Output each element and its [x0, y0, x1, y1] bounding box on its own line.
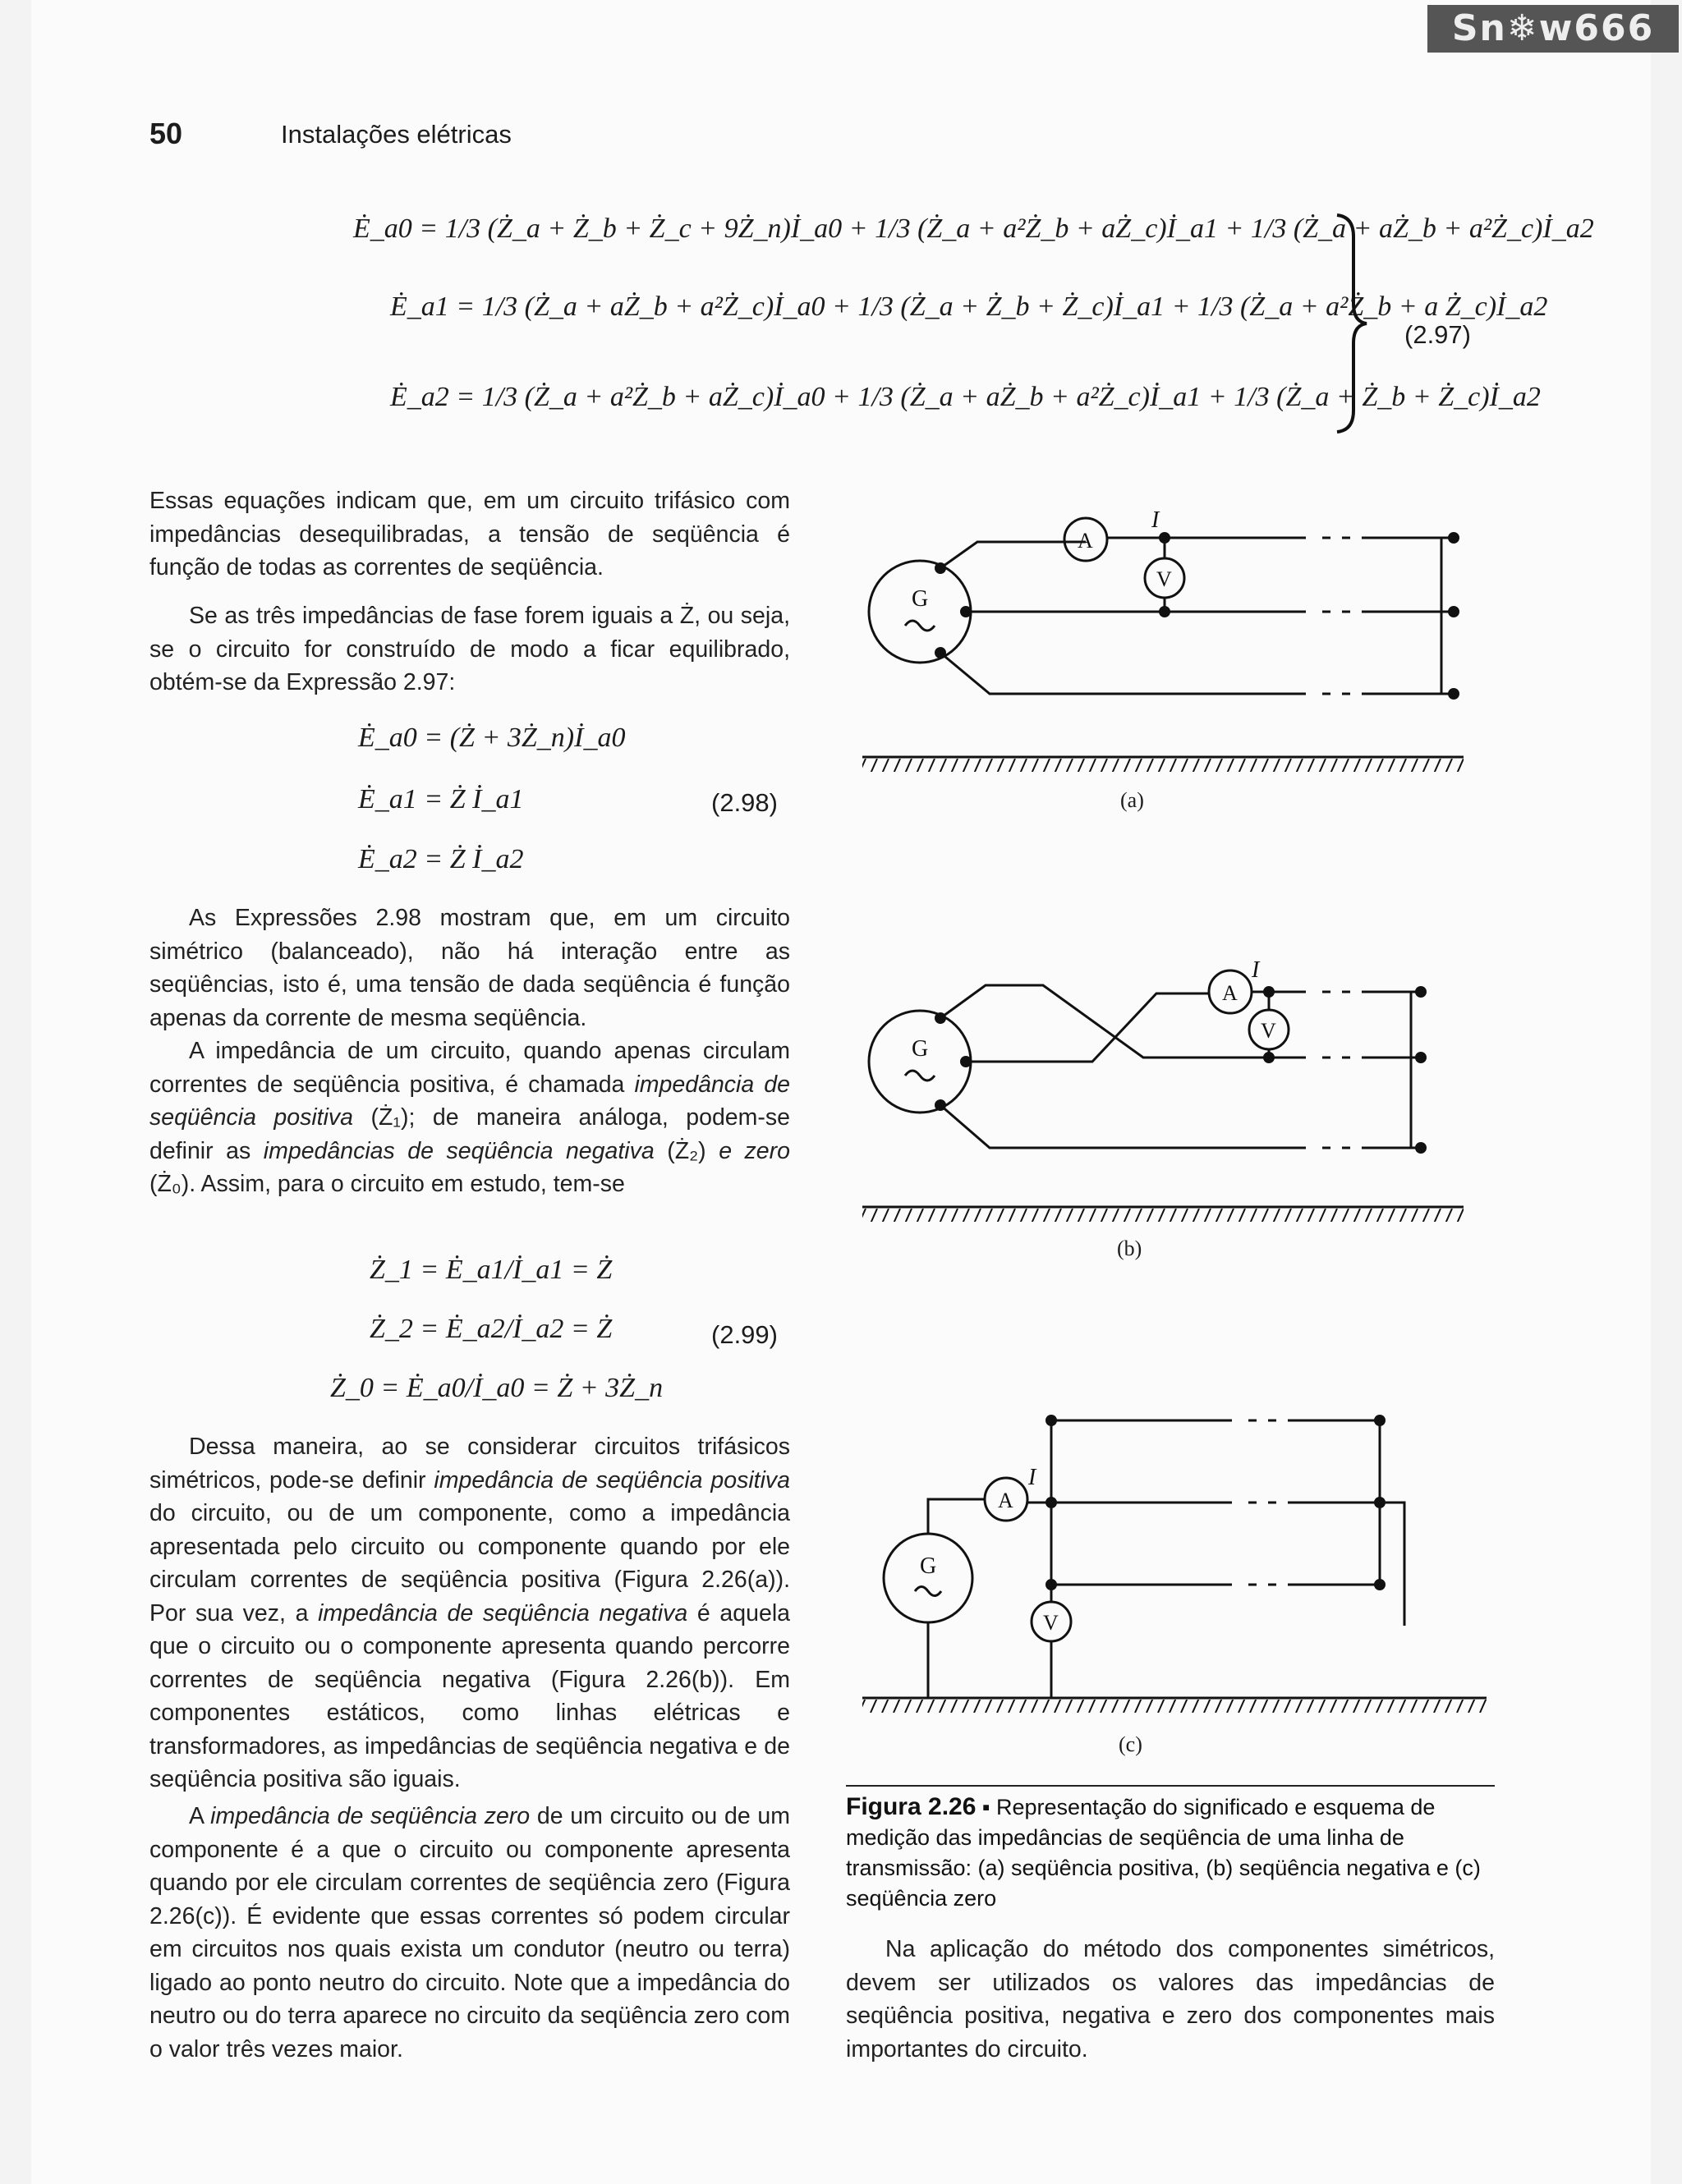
generator-label: G	[920, 1553, 937, 1579]
caption-bullet: ▪	[981, 1795, 990, 1819]
equation-number: (2.98)	[711, 788, 778, 817]
paragraph	[149, 484, 790, 585]
ground-hatch	[862, 1700, 1487, 1713]
current-label: I	[1252, 957, 1260, 983]
ground-hatch	[862, 1209, 1464, 1222]
panel-b-circuit	[862, 957, 1464, 1222]
caption-text: Representação do significado e esquema de medição das impedâncias de seqüência de uma linha de transmissão: (a) seqüência positiva, (b) seqüência negativa e (c) seqüência zero	[846, 1795, 1481, 1911]
equation-number: (2.97)	[1404, 320, 1471, 349]
voltmeter-label: V	[1156, 567, 1172, 591]
generator-label: G	[912, 1036, 929, 1062]
equation-line: Ė_a2 = 1/3 (Ż_a + a²Ż_b + aŻ_c)İ_a0 + 1/3 (Ż_a + aŻ_b + a²Ż_c)İ_a1 + 1/3 (Ż_a + Ż_b + Ż_c)İ_a2	[390, 382, 1541, 412]
panel-label-c: (c)	[1119, 1732, 1142, 1756]
paragraph-text: A impedância de seqüência zero de um circuito ou de um componente é a que o circuito ou componente apresenta quando por ele circulam correntes de seqüência zero (Figura 2.26(c)). É evidente que essas correntes só podem circular em circuitos nos quais exista um condutor (neutro ou terra) ligado ao ponto neutro do circuito. Note que a impedância do neutro ou do terra aparece no circuito da seqüência zero com o valor três vezes maior.	[149, 1803, 790, 2062]
paragraph-text: Dessa maneira, ao se considerar circuitos trifásicos simétricos, pode-se definir impedância de seqüência positiva do circuito, ou de um componente, como a impedância apresentada pelo circuito ou componente quando por ele circulam correntes de seqüência positiva (Figura 2.26(a)). Por sua vez, a impedância de seqüência negativa é aquela que o circuito ou o componente apresenta quando percorre correntes de seqüência negativa (Figura 2.26(b)). Em componentes estáticos, como linhas elétricas e transformadores, as impedâncias de seqüência negativa e de seqüência positiva são iguais.	[149, 1434, 790, 1792]
equation-number: (2.99)	[711, 1320, 778, 1349]
equation-line: Ė_a1 = 1/3 (Ż_a + aŻ_b + a²Ż_c)İ_a0 + 1/3 (Ż_a + Ż_b + Ż_c)İ_a1 + 1/3 (Ż_a + a²Ż_b + a Ż_c)İ_a2	[390, 291, 1548, 322]
paragraph-text: Essas equações indicam que, em um circuito trifásico com impedâncias desequilibradas, a tensão de seqüência é função de todas as correntes de seqüência.	[149, 488, 790, 580]
paragraph	[149, 599, 790, 700]
equation-line: Ż_1 = Ė_a1/İ_a1 = Ż	[370, 1255, 613, 1285]
panel-label-a: (a)	[1120, 788, 1144, 812]
ammeter-label: A	[1222, 981, 1238, 1005]
paragraph-text: Na aplicação do método dos componentes simétricos, devem ser utilizados os valores das impedâncias de seqüência positiva, negativa e zero dos componentes mais importantes do circuito.	[846, 1936, 1495, 2062]
paragraph-text: Se as três impedâncias de fase forem iguais a Ż, ou seja, se o circuito for construído de modo a ficar equilibrado, obtém-se da Expressão 2.97:	[149, 603, 790, 695]
paragraph	[149, 1035, 790, 1201]
generator-label: G	[912, 586, 929, 612]
equation-line: Ė_a0 = 1/3 (Ż_a + Ż_b + Ż_c + 9Ż_n)İ_a0 + 1/3 (Ż_a + a²Ż_b + aŻ_c)İ_a1 + 1/3 (Ż_a + aŻ_b + a²Ż_c)İ_a2	[353, 213, 1594, 244]
paragraph-text: As Expressões 2.98 mostram que, em um circuito simétrico (balanceado), não há interação entre as seqüências, isto é, uma tensão de dada seqüência é função apenas da corrente de mesma seqüência.	[149, 905, 790, 1031]
ground-hatch	[862, 759, 1464, 772]
ammeter-label: A	[998, 1489, 1013, 1512]
watermark-logo: Sn❄w666	[1427, 5, 1679, 53]
generator-symbol	[869, 1011, 971, 1113]
current-label: I	[1151, 507, 1160, 533]
paragraph	[149, 902, 790, 1035]
panel-a-circuit	[862, 507, 1464, 772]
caption-rule	[846, 1785, 1495, 1787]
panel-c-circuit	[862, 1415, 1487, 1713]
paragraph	[149, 1430, 790, 1796]
ammeter-label: A	[1078, 529, 1093, 553]
running-title: Instalações elétricas	[281, 120, 512, 149]
right-brace	[1330, 212, 1372, 435]
generator-symbol	[869, 561, 971, 663]
paragraph-text: A impedância de um circuito, quando apenas circulam correntes de seqüência positiva, é chamada impedância de seqüência positiva (Ż₁); de maneira análoga, podem-se definir as impedâncias de seqüência negativa (Ż₂) e zero (Ż₀). Assim, para o circuito em estudo, tem-se	[149, 1038, 790, 1197]
current-label: I	[1028, 1465, 1036, 1490]
figure-2-26	[846, 493, 1503, 1773]
equation-line: Ė_a0 = (Ż + 3Ż_n)İ_a0	[358, 723, 626, 753]
equation-line: Ż_2 = Ė_a2/İ_a2 = Ż	[370, 1314, 613, 1344]
panel-label-b: (b)	[1117, 1237, 1142, 1260]
paragraph	[149, 1800, 790, 2066]
equation-line: Ė_a2 = Ż İ_a2	[358, 844, 524, 874]
equation-line: Ė_a1 = Ż İ_a1	[358, 784, 524, 814]
voltmeter-label: V	[1043, 1611, 1059, 1635]
voltmeter-label: V	[1261, 1019, 1276, 1043]
equation-line: Ż_0 = Ė_a0/İ_a0 = Ż + 3Ż_n	[330, 1373, 664, 1403]
figure-caption	[846, 1792, 1495, 1914]
caption-label: Figura 2.26	[846, 1793, 977, 1820]
paragraph	[846, 1933, 1495, 2066]
page-number: 50	[149, 117, 183, 150]
